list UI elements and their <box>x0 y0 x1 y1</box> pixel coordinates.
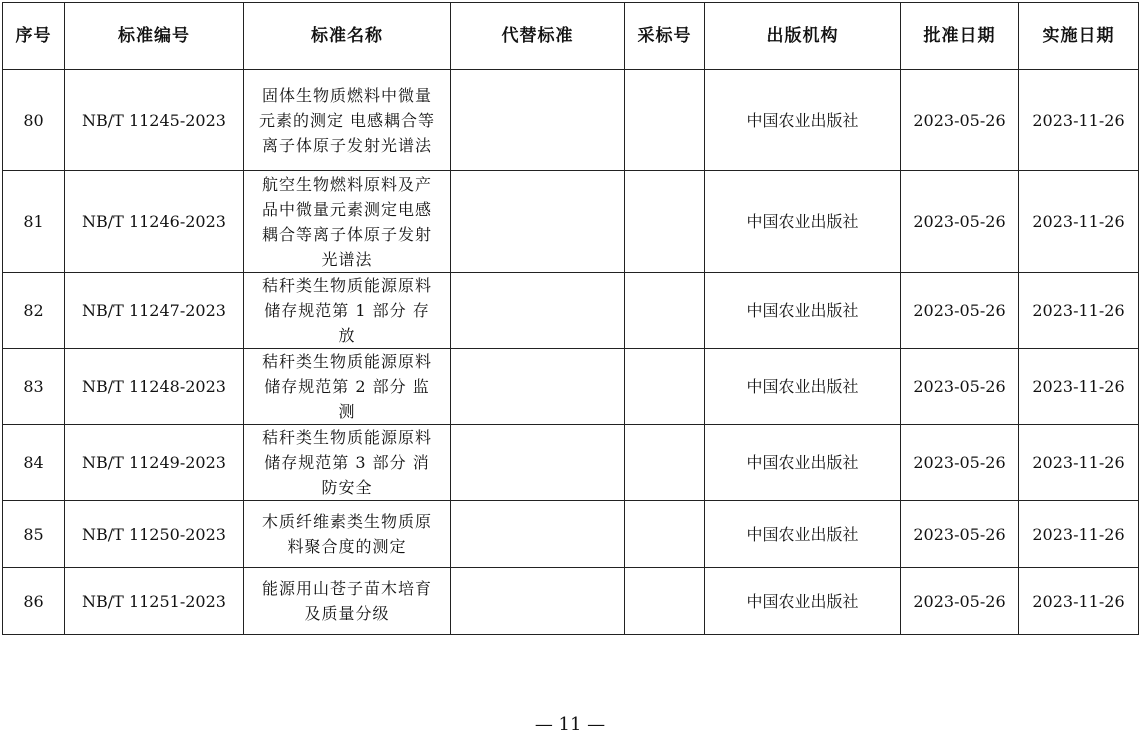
cell-no: 82 <box>3 273 65 349</box>
cell-effective: 2023-11-26 <box>1019 70 1139 171</box>
col-header-replaces: 代替标准 <box>451 3 625 70</box>
standards-table <box>2 2 1139 635</box>
cell-replaces <box>451 273 625 349</box>
cell-name: 木质纤维素类生物质原料聚合度的测定 <box>244 501 451 568</box>
cell-publisher: 中国农业出版社 <box>705 171 901 273</box>
cell-replaces <box>451 568 625 635</box>
cell-name: 能源用山苍子苗木培育及质量分级 <box>244 568 451 635</box>
cell-name: 秸秆类生物质能源原料储存规范第 3 部分 消防安全 <box>244 425 451 501</box>
cell-adopted <box>625 171 705 273</box>
cell-approved: 2023-05-26 <box>901 568 1019 635</box>
cell-approved: 2023-05-26 <box>901 501 1019 568</box>
cell-publisher: 中国农业出版社 <box>705 349 901 425</box>
cell-no: 80 <box>3 70 65 171</box>
cell-replaces <box>451 501 625 568</box>
cell-publisher: 中国农业出版社 <box>705 425 901 501</box>
cell-name: 秸秆类生物质能源原料储存规范第 1 部分 存放 <box>244 273 451 349</box>
cell-adopted <box>625 70 705 171</box>
cell-code: NB/T 11247-2023 <box>65 273 244 349</box>
cell-no: 84 <box>3 425 65 501</box>
col-header-adopted: 采标号 <box>625 3 705 70</box>
col-header-effective: 实施日期 <box>1019 3 1139 70</box>
cell-replaces <box>451 425 625 501</box>
cell-effective: 2023-11-26 <box>1019 273 1139 349</box>
cell-no: 83 <box>3 349 65 425</box>
cell-approved: 2023-05-26 <box>901 70 1019 171</box>
cell-adopted <box>625 273 705 349</box>
cell-code: NB/T 11248-2023 <box>65 349 244 425</box>
cell-effective: 2023-11-26 <box>1019 501 1139 568</box>
cell-code: NB/T 11245-2023 <box>65 70 244 171</box>
cell-name: 秸秆类生物质能源原料储存规范第 2 部分 监测 <box>244 349 451 425</box>
cell-no: 86 <box>3 568 65 635</box>
cell-name: 航空生物燃料原料及产品中微量元素测定电感耦合等离子体原子发射光谱法 <box>244 171 451 273</box>
cell-approved: 2023-05-26 <box>901 349 1019 425</box>
cell-publisher: 中国农业出版社 <box>705 273 901 349</box>
cell-code: NB/T 11251-2023 <box>65 568 244 635</box>
col-header-approved: 批准日期 <box>901 3 1019 70</box>
cell-adopted <box>625 568 705 635</box>
cell-adopted <box>625 425 705 501</box>
cell-name: 固体生物质燃料中微量元素的测定 电感耦合等离子体原子发射光谱法 <box>244 70 451 171</box>
table-row <box>3 171 1139 273</box>
table-row <box>3 501 1139 568</box>
cell-no: 85 <box>3 501 65 568</box>
cell-code: NB/T 11249-2023 <box>65 425 244 501</box>
cell-approved: 2023-05-26 <box>901 425 1019 501</box>
cell-approved: 2023-05-26 <box>901 273 1019 349</box>
table-row <box>3 70 1139 171</box>
cell-adopted <box>625 349 705 425</box>
cell-code: NB/T 11246-2023 <box>65 171 244 273</box>
header-row <box>3 3 1139 70</box>
table-row <box>3 425 1139 501</box>
table-row <box>3 568 1139 635</box>
cell-effective: 2023-11-26 <box>1019 349 1139 425</box>
col-header-code: 标准编号 <box>65 3 244 70</box>
col-header-name: 标准名称 <box>244 3 451 70</box>
cell-adopted <box>625 501 705 568</box>
col-header-no: 序号 <box>3 3 65 70</box>
cell-publisher: 中国农业出版社 <box>705 70 901 171</box>
cell-replaces <box>451 70 625 171</box>
cell-publisher: 中国农业出版社 <box>705 501 901 568</box>
table-row <box>3 273 1139 349</box>
cell-replaces <box>451 349 625 425</box>
col-header-publisher: 出版机构 <box>705 3 901 70</box>
cell-code: NB/T 11250-2023 <box>65 501 244 568</box>
cell-effective: 2023-11-26 <box>1019 568 1139 635</box>
cell-publisher: 中国农业出版社 <box>705 568 901 635</box>
table-row <box>3 349 1139 425</box>
cell-effective: 2023-11-26 <box>1019 425 1139 501</box>
cell-approved: 2023-05-26 <box>901 171 1019 273</box>
cell-replaces <box>451 171 625 273</box>
cell-effective: 2023-11-26 <box>1019 171 1139 273</box>
cell-no: 81 <box>3 171 65 273</box>
page-number: — 11 — <box>534 714 606 735</box>
